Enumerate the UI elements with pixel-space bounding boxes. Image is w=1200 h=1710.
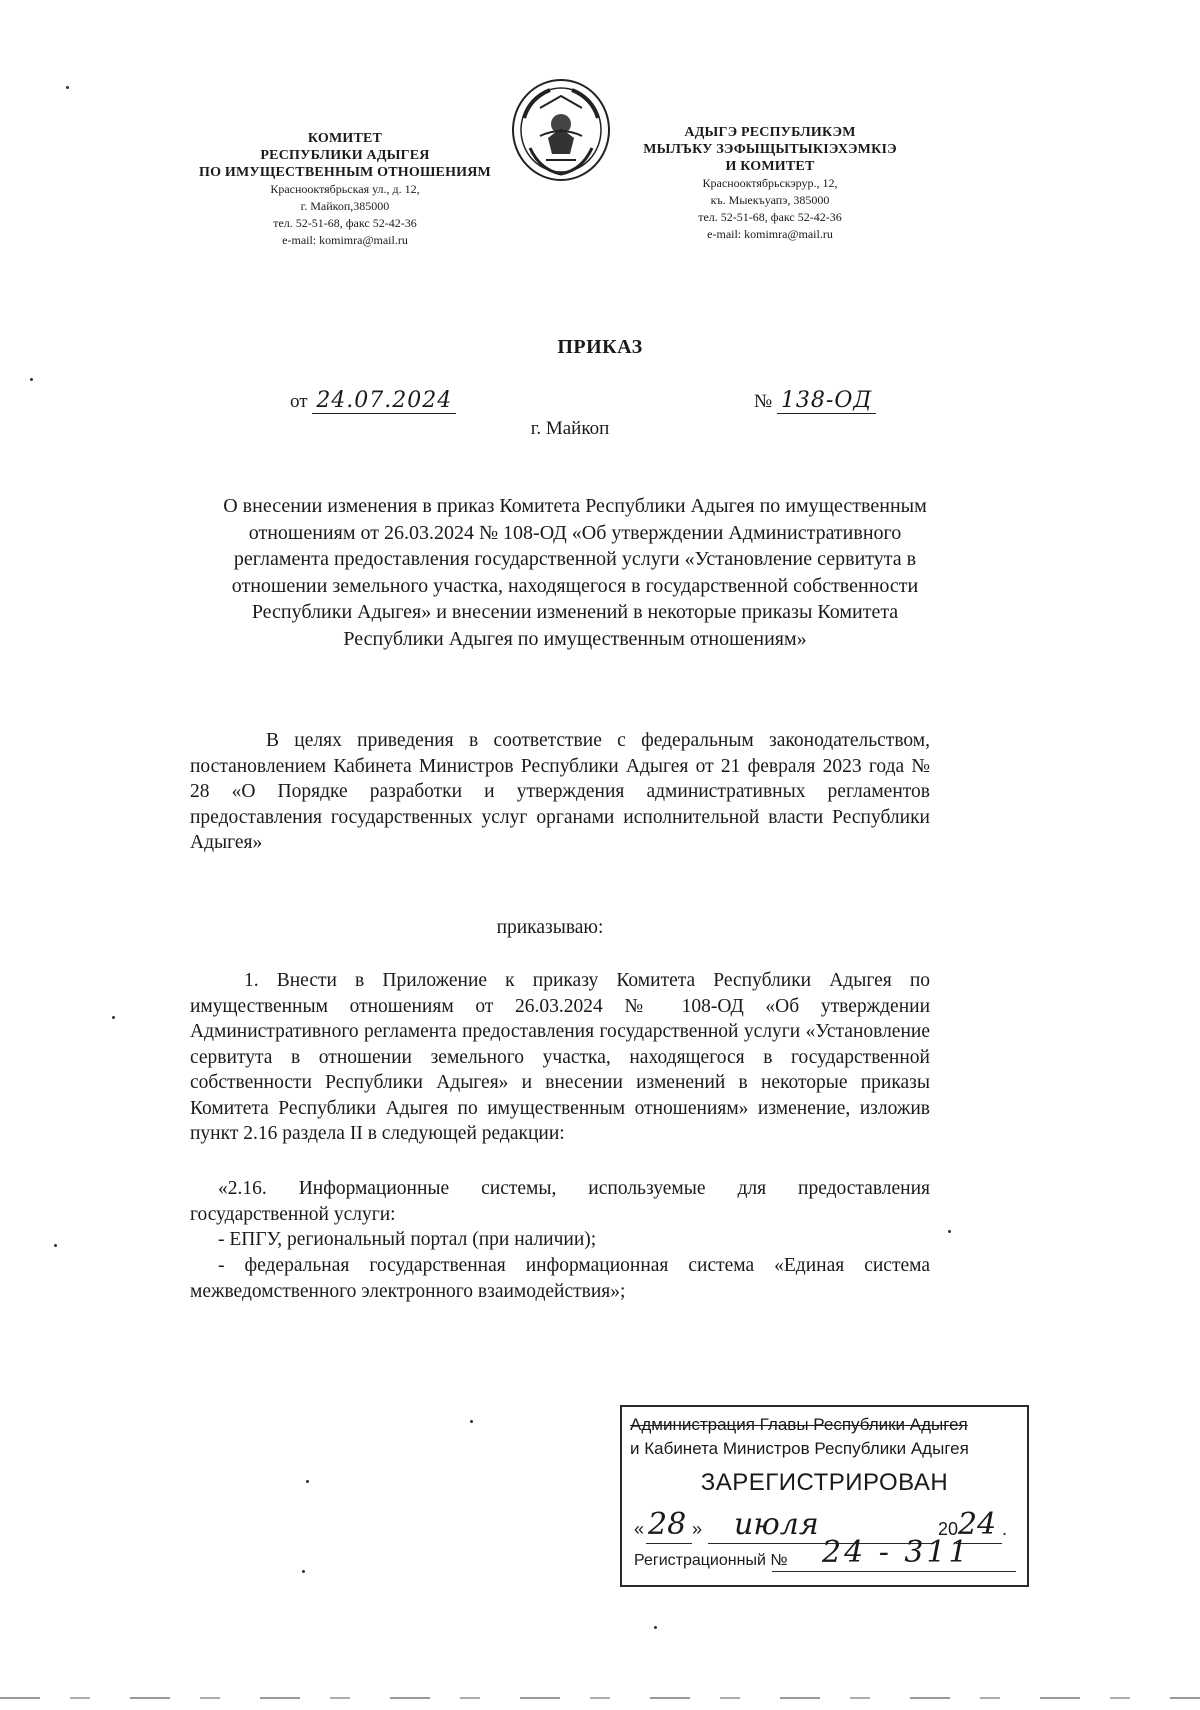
stamp-year-prefix: 20: [938, 1519, 959, 1539]
number-handwritten: 138-ОД: [777, 388, 876, 414]
stamp-month: июля: [734, 1507, 819, 1542]
org-phone: тел. 52-51-68, факс 52-42-36: [273, 216, 417, 230]
org-name-line: ПО ИМУЩЕСТВЕННЫМ ОТНОШЕНИЯМ: [199, 165, 491, 180]
scan-speck: [306, 1480, 309, 1483]
header-right: [625, 124, 915, 243]
scan-speck: [654, 1626, 657, 1629]
stamp-year-suffix: 24: [958, 1507, 997, 1542]
scan-speck: [948, 1230, 951, 1233]
item-1-bullet: - ЕПГУ, региональный портал (при наличии);: [218, 1229, 597, 1250]
coat-of-arms-icon: [510, 78, 612, 182]
reg-underline: [772, 1571, 1016, 1572]
org-name-line: И КОМИТЕТ: [725, 159, 815, 174]
scan-speck: [66, 86, 69, 89]
number-prefix: №: [754, 391, 773, 412]
header-left: [180, 130, 510, 249]
stamp-authority-line: Администрация Главы Республики Адыгея: [630, 1415, 968, 1434]
org-email: e-mail: komimra@mail.ru: [707, 227, 833, 241]
order-word: приказываю:: [496, 917, 604, 938]
preamble: В целях приведения в соответствие с федеральным законодательством, постановлением Кабинета Министров Республики Адыгея от 21 февраля 2023 года № 28 «О Порядке разработки и утверждения административных регламентов предоставления государственных услуг органами исполнительной власти Республики Адыгея»: [190, 730, 930, 853]
stamp-year-dot: .: [1002, 1519, 1008, 1539]
org-phone: тел. 52-51-68, факс 52-42-36: [698, 210, 842, 224]
item-1: 1. Внести в Приложение к приказу Комитета Республики Адыгея по имущественным отношениям от 26.03.2024 № 108-ОД «Об утверждении Административного регламента предоставления государственной услуги «Установление сервитута в отношении земельного участка, находящегося в государственной собственности Республики Адыгея» и внесении изменений в некоторые приказы Комитета Республики Адыгея по имущественным отношениям» изменение, изложив пункт 2.16 раздела II в следующей редакции:: [190, 970, 930, 1144]
stamp-day: 28: [648, 1507, 687, 1542]
org-address: Краснооктябрьская ул., д. 12,: [270, 182, 420, 196]
registration-stamp: [620, 1405, 1029, 1587]
reg-number-handwritten: 24 - 311: [822, 1535, 971, 1570]
org-address: къ. Мыекъуапэ, 385000: [710, 193, 830, 207]
item-1-bullet: - федеральная государственная информационная система «Единая система межведомственного электронного взаимодействия»;: [190, 1255, 930, 1302]
quote-open: «: [634, 1519, 645, 1539]
scan-speck: [470, 1420, 473, 1423]
org-email: e-mail: komimra@mail.ru: [282, 233, 408, 247]
order-number: [754, 388, 876, 413]
stamp-authority-line: и Кабинета Министров Республики Адыгея: [630, 1439, 969, 1458]
scan-speck: [30, 378, 33, 381]
date-handwritten: 24.07.2024: [312, 388, 456, 414]
item-1-quote: «2.16. Информационные системы, используемые для предоставления государственной услуги:: [190, 1178, 930, 1225]
scan-speck: [54, 1244, 57, 1247]
date-prefix: от: [290, 391, 308, 412]
reg-label: Регистрационный №: [634, 1552, 788, 1569]
order-date: [290, 388, 456, 413]
document-title: ПРИКАЗ: [557, 336, 643, 358]
order-subject: О внесении изменения в приказ Комитета Республики Адыгея по имущественным отношениям от 26.03.2024 № 108-ОД «Об утверждении Административного регламента предоставления государственной услуги «Установление сервитута в отношении земельного участка, находящегося в государственной собственности Республики Адыгея» и внесении изменений в некоторые приказы Комитета Республики Адыгея по имущественным отношениям»: [223, 495, 927, 650]
quote-close: »: [692, 1519, 703, 1539]
scan-edge: [0, 1697, 1200, 1699]
org-name-line: КОМИТЕТ: [307, 131, 383, 146]
org-address: Краснооктябрьскэрур., 12,: [702, 176, 838, 190]
scan-speck: [112, 1016, 115, 1019]
stamp-status: ЗАРЕГИСТРИРОВАН: [700, 1469, 949, 1496]
day-underline: [646, 1543, 692, 1544]
org-name-line: РЕСПУБЛИКИ АДЫГЕЯ: [260, 148, 430, 163]
scan-speck: [302, 1570, 305, 1573]
org-name-line: АДЫГЭ РЕСПУБЛИКЭМ: [684, 125, 856, 140]
org-name-line: МЫЛЪКУ ЗЭФЫЩЫТЫКIЭХЭМКIЭ: [643, 142, 897, 157]
city: г. Майкоп: [530, 418, 610, 439]
org-address: г. Майкоп,385000: [300, 199, 390, 213]
